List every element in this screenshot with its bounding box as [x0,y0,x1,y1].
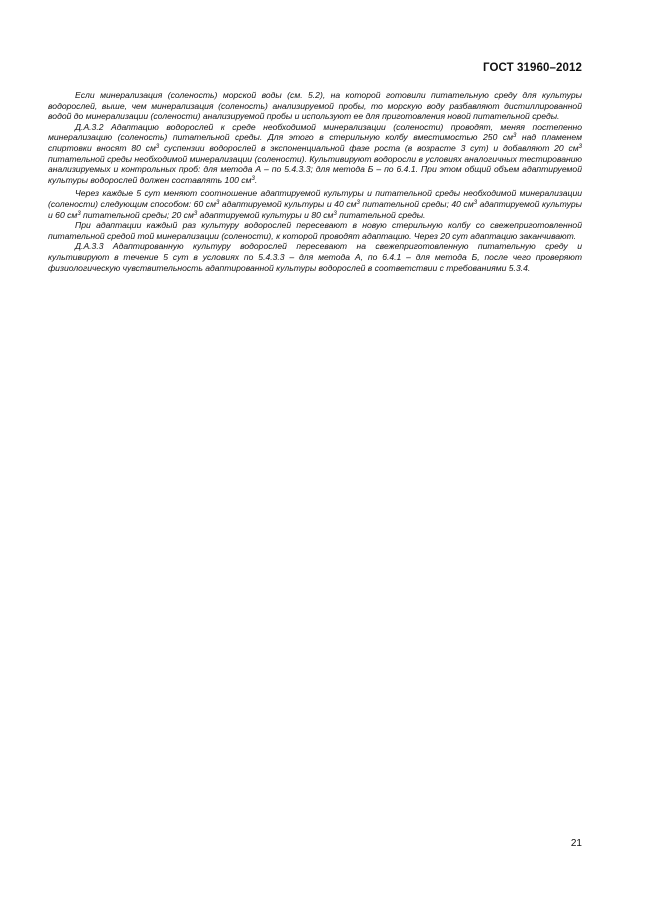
paragraph-da-3-3: Д.А.3.3 Адаптированную культуру водорослей пересевают на свежеприготовленную питательную среду и культивируют в течение 5 сут в условиях по 5.4.3.3 – для метода А, по 6.4.1 – для метода Б, после чего проверяют физиологическую чувствительность адаптированной культуры водорослей в соответствии с требованиями 5.3.4. [48,241,582,273]
paragraph-salinity-dilution: Если минерализация (соленость) морской воды (см. 5.2), на которой готовили питательную среду для культуры водорослей, выше, чем минерализация (соленость) анализируемой пробы, то морскую воду разбавляют дистиллированной водой до минерализации (солености) анализируемой пробы и используют ее для приготовления новой питательной среды. [48,90,582,122]
document-body [48,90,582,273]
paragraph-reseeding: При адаптации каждый раз культуру водорослей пересевают в новую стерильную колбу со свежеприготовленной питательной средой той минерализации (солености), к которой проводят адаптацию. Через 20 сут адаптацию заканчивают. [48,220,582,241]
page-number: 21 [570,838,582,849]
paragraph-da-3-2: Д.А.3.2 Адаптацию водорослей к среде необходимой минерализации (солености) проводят, меняя постепенно минерализацию (соленость) питательной среды. Для этого в стерильную колбу вместимостью 250 $см^3$ над пламенем спиртовки вносят 80 $см^3$ суспензии водорослей в экспоненциальной фазе роста (в возрасте 3 сут) и добавляют 20 $см^3$ питательной среды необходимой минерализации (солености). Культивируют водоросли в условиях аналогичных тестированию анализируемых и контрольных проб: для метода А – по 5.4.3.3; для метода Б – по 6.4.1. При этом общий объем адаптируемой культуры водорослей должен составлять 100 $см^3$. [48,121,583,185]
document-code: ГОСТ 31960–2012 [482,62,582,74]
paragraph-ratio-change: Через каждые 5 сут меняют соотношение адаптируемой культуры и питательной среды необходимой минерализации (солености) следующим способом: 60 $см^3$ адаптируемой культуры и 40 $см^3$ питательной среды; 40 $см^3$ адаптируемой культуры и 60 $см^3$ питательной среды; 20 $см^3$ адаптируемой культуры и 80 $см^3$ питательной среды. [48,188,582,220]
